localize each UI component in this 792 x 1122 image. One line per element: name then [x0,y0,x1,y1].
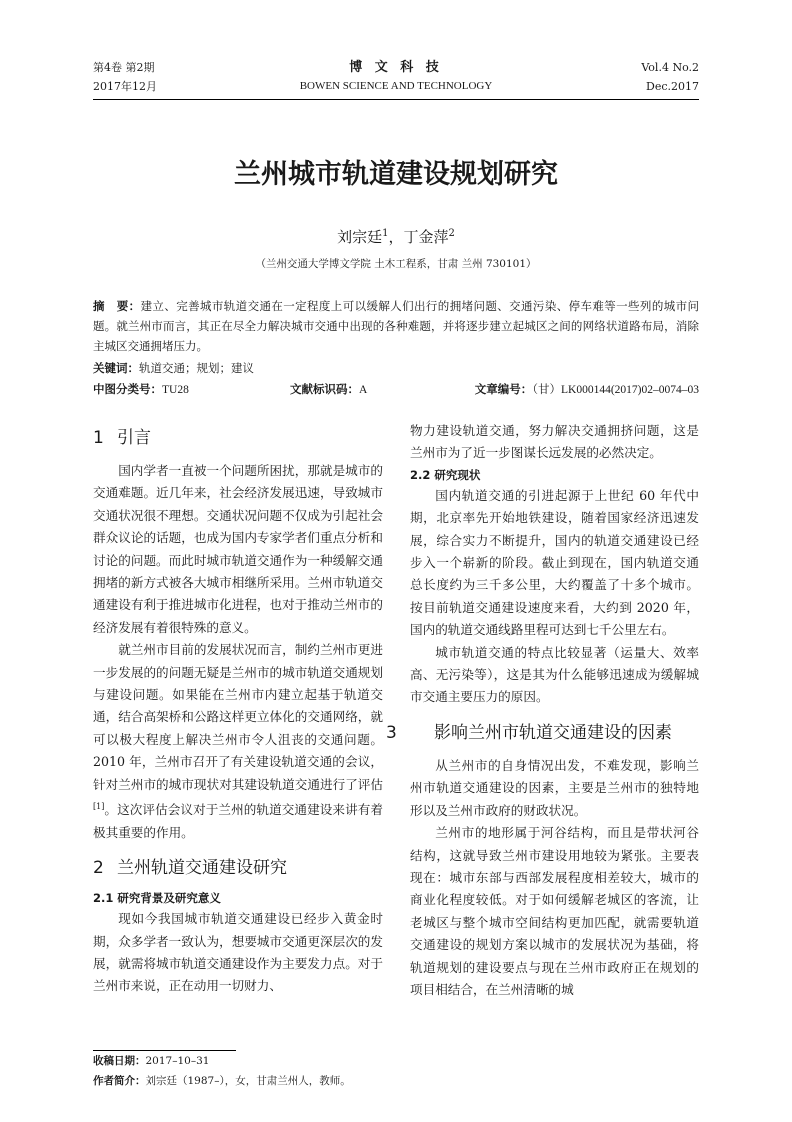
paragraph: 兰州市的地形属于河谷结构，而且是带状河谷结构，这就导致兰州市建设用地较为紧张。主要表现在：城市东部与西部发展程度相差较大，城市的商业化程度较低。对于如何缓解老城区的客流，让老城区与整个城市空间结构更加匹配，就需要轨道交通建设的规划方案以城市的发展状况为基础，将轨道规划的建设要点与现在兰州市政府正在规划的项目相结合，在兰州清晰的城 [410,825,699,997]
paragraph: 城市轨道交通的特点比较显著（运量大、效率高、无污染等），这是其为什么能够迅速成为缓解城市交通主要压力的原因。 [410,644,699,705]
section-heading-3 [386,721,699,745]
subsection-heading: 2.1 研究背景及研究意义 [93,891,221,906]
journal-name-en: BOWEN SCIENCE AND TECHNOLOGY [299,80,493,92]
header-right [641,58,699,96]
received-value: 2017–10–31 [145,1055,210,1067]
received-date [93,1052,393,1070]
paragraph: 国内轨道交通的引进起源于上世纪 60 年代中期，北京率先开始地铁建设，随着国家经济迅速发展，综合实力不断提升，国内的轨道交通建设已经步入一个崭新的阶段。截止到现在，国内轨道交通总长度约为三千多公里，大约覆盖了十多个城市。按目前轨道交通建设速度来看，大约到 2020 年，国内的轨道交通线路里程可达到七千公里左右。 [410,487,699,638]
paragraph-text: 就兰州市目前的发展状况而言，制约兰州市更进一步发展的的问题无疑是兰州市的城市轨道交通规划与建设问题。如果能在兰州市内建立起基于轨道交通，结合高架桥和公路这样更立体化的交通网络，就可以极大程度上解决兰州市令人沮丧的交通问题。2010 年，兰州市召开了有关建设轨道交通的会议，针对兰州市的城市现状对其建设轨道交通进行了评估 [93,642,383,792]
author-affil-mark: 1 [382,228,389,239]
left-column [93,420,383,998]
keywords-text: 轨道交通；规划；建议 [139,361,254,375]
subsection-heading: 2.2 研究现状 [410,467,481,482]
author-name: 刘宗廷 [337,228,383,246]
article-title: 兰州城市轨道建设规划研究 [234,159,558,190]
section-title: 引言 [117,428,151,448]
paragraph: 现如今我国城市轨道交通建设已经步入黄金时期，众多学者一致认为，想要城市交通更深层次的发展，就需将城市轨道交通建设作为主要发力点。对于兰州市来说，正在动用一切财力、 [93,911,383,994]
author-affil-mark: 2 [448,228,455,239]
section-number: 3 [386,722,397,743]
volume-en: Vol.4 No.2 [641,61,699,74]
bio-label: 作者简介： [93,1075,146,1087]
paragraph: 物力建设轨道交通，努力解决交通拥挤问题，这是兰州市为了近一步图谋长远发展的必然决定。 [410,423,699,461]
author-bio [93,1072,393,1090]
article-number-label: 文章编号： [474,382,533,396]
article-number [475,379,699,400]
paragraph [93,639,383,844]
section-heading-2 [93,856,383,880]
paragraph: 国内学者一直被一个问题所困扰，那就是城市的交通难题。近几年来，社会经济发展迅速，导致城市交通状况很不理想。交通状况问题不仅成为引起社会群众议论的话题，也成为国内专家学者们重点分析和讨论的问题。而此时城市轨道交通作为一种缓解交通拥堵的新方式被各大城市相继所采用。兰州市轨道交通建设有利于推进城市化进程，也对于推动兰州市的经济发展有着很特殊的意义。 [93,463,383,635]
footnote-rule [93,1050,236,1051]
article-number-value: （甘）LK000144(2017)02–0074–03 [532,384,699,396]
section-number: 1 [93,428,104,448]
date-en: Dec.2017 [646,80,699,93]
section-heading-1 [93,426,383,450]
document-code [290,379,367,400]
bio-value: 刘宗廷（1987–），女，甘肃兰州人，教师。 [145,1075,351,1087]
section-title: 兰州轨道交通建设研究 [117,858,287,879]
paragraph: 从兰州市的自身情况出发，不难发现，影响兰州市轨道交通建设的因素，主要是兰州市的独特地形以及兰州市政府的财政状况。 [410,757,699,818]
affiliation: （兰州交通大学博文学院 土木工程系，甘肃 兰州 730101） [255,258,537,270]
author-name: 丁金萍 [403,228,449,246]
author-line [0,226,792,247]
doc-code-label: 文献标识码： [290,382,359,396]
abstract-text: 建立、完善城市轨道交通在一定程度上可以缓解人们出行的拥堵问题、交通污染、停车难等一些列的城市问题。就兰州市而言，其正在尽全力解决城市交通中出现的各种难题，并将逐步建立起城区之间的网络状道路布局，消除主城区交通拥堵压力。 [93,299,699,353]
keywords-label: 关键词： [93,361,139,375]
citation-ref: [1] [93,802,105,812]
clc-value: TU28 [162,384,189,396]
author-separator: ， [388,228,404,246]
section-number: 2 [93,858,104,879]
paragraph-text: 。这次评估会议对于兰州的轨道交通建设来讲有着极其重要的作用。 [93,802,383,840]
right-column [386,420,699,1001]
header-rule [93,99,699,100]
keywords [93,358,699,378]
clc-number [93,379,189,400]
journal-name: 博 文 科 技 [349,60,443,75]
section-title: 影响兰州市轨道交通建设的因素 [434,722,672,743]
volume-issue: 第4卷 第2期 [93,61,155,74]
doc-code-value: A [359,384,368,396]
abstract-label: 摘 要： [93,299,141,313]
received-label: 收稿日期： [93,1055,146,1067]
abstract [93,296,699,356]
clc-label: 中图分类号： [93,382,162,396]
issue-date: 2017年12月 [93,80,157,93]
